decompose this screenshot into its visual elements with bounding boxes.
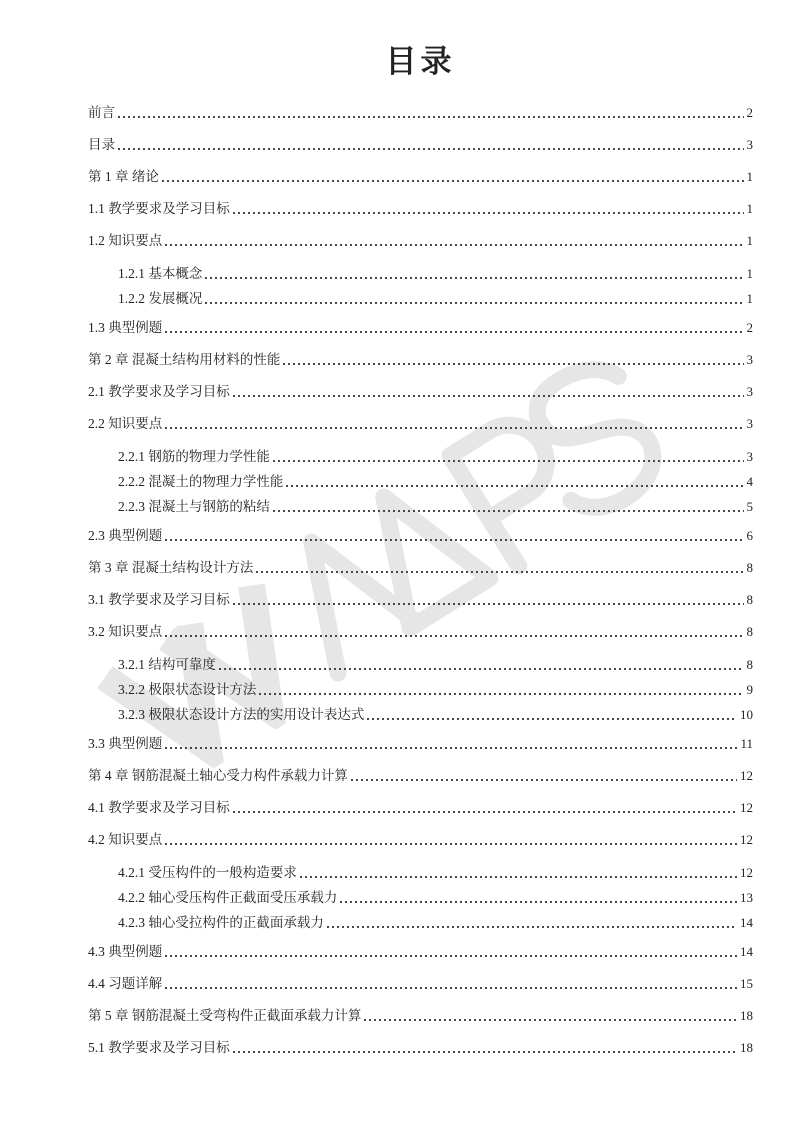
toc-entry-label: 3.2.3 极限状态设计方法的实用设计表达式: [118, 707, 365, 722]
dotted-leader: [367, 718, 737, 720]
toc-entry-page-number: 5: [746, 499, 753, 514]
toc-entry[interactable]: [88, 527, 753, 544]
dotted-leader: [259, 693, 743, 695]
dotted-leader: [118, 116, 744, 118]
toc-entry-label: 5.1 教学要求及学习目标: [88, 1040, 230, 1055]
toc-entry-page-number: 3: [746, 416, 753, 431]
toc-entry-label: 目录: [88, 137, 115, 152]
toc-entry-label: 3.2.2 极限状态设计方法: [118, 682, 257, 697]
toc-entry-page-number: 10: [740, 707, 753, 722]
toc-entry-page-number: 3: [746, 384, 753, 399]
toc-entry-label: 1.2.1 基本概念: [118, 266, 203, 281]
toc-entry[interactable]: [88, 415, 753, 432]
toc-entry-label: 1.1 教学要求及学习目标: [88, 201, 230, 216]
toc-entry[interactable]: [118, 914, 753, 931]
dotted-leader: [165, 427, 743, 429]
toc-entry[interactable]: [118, 681, 753, 698]
toc-entry-page-number: 1: [746, 169, 753, 184]
toc-entry[interactable]: [118, 265, 753, 282]
toc-entry-page-number: 14: [740, 915, 753, 930]
toc-entry[interactable]: [118, 473, 753, 490]
toc-entry[interactable]: [88, 623, 753, 640]
dotted-leader: [165, 747, 737, 749]
toc-entry-page-number: 15: [740, 976, 753, 991]
toc-entry-label: 2.2.1 钢筋的物理力学性能: [118, 449, 270, 464]
toc-entry-page-number: 1: [746, 291, 753, 306]
toc-entry[interactable]: [88, 975, 753, 992]
toc-entry-label: 4.3 典型例题: [88, 944, 163, 959]
toc-entry[interactable]: [88, 559, 753, 576]
toc-entry-page-number: 12: [740, 832, 753, 847]
toc-entry[interactable]: [88, 1007, 753, 1024]
toc-entry[interactable]: [88, 319, 753, 336]
toc-entry-page-number: 2: [746, 105, 753, 120]
toc-entry[interactable]: [118, 706, 753, 723]
toc-entry-label: 4.2.3 轴心受拉构件的正截面承载力: [118, 915, 324, 930]
toc-entry-page-number: 8: [746, 560, 753, 575]
toc-list: [88, 104, 753, 1056]
toc-entry-label: 1.3 典型例题: [88, 320, 163, 335]
dotted-leader: [364, 1019, 737, 1021]
toc-entry[interactable]: [88, 351, 753, 368]
dotted-leader: [233, 212, 744, 214]
toc-entry-label: 2.2.3 混凝土与钢筋的粘结: [118, 499, 270, 514]
toc-entry-label: 3.3 典型例题: [88, 736, 163, 751]
dotted-leader: [165, 955, 737, 957]
toc-entry[interactable]: [88, 831, 753, 848]
toc-entry-page-number: 3: [746, 137, 753, 152]
dotted-leader: [300, 876, 737, 878]
toc-entry-label: 3.1 教学要求及学习目标: [88, 592, 230, 607]
toc-entry-label: 2.2.2 混凝土的物理力学性能: [118, 474, 284, 489]
toc-entry-page-number: 8: [746, 592, 753, 607]
toc-entry[interactable]: [88, 168, 753, 185]
toc-entry-label: 1.2.2 发展概况: [118, 291, 203, 306]
toc-entry-page-number: 3: [746, 352, 753, 367]
dotted-leader: [205, 277, 743, 279]
toc-entry-page-number: 4: [746, 474, 753, 489]
toc-entry-page-number: 12: [740, 768, 753, 783]
toc-entry-label: 4.2 知识要点: [88, 832, 163, 847]
toc-entry-label: 3.2 知识要点: [88, 624, 163, 639]
dotted-leader: [233, 395, 744, 397]
dotted-leader: [351, 779, 737, 781]
toc-entry-label: 4.1 教学要求及学习目标: [88, 800, 230, 815]
toc-entry-page-number: 13: [740, 890, 753, 905]
toc-entry-page-number: 11: [740, 736, 753, 751]
toc-entry[interactable]: [88, 1039, 753, 1056]
toc-entry-page-number: 14: [740, 944, 753, 959]
toc-entry[interactable]: [118, 889, 753, 906]
toc-entry-page-number: 2: [746, 320, 753, 335]
toc-entry[interactable]: [88, 200, 753, 217]
toc-entry-label: 3.2.1 结构可靠度: [118, 657, 216, 672]
dotted-leader: [286, 485, 743, 487]
dotted-leader: [233, 811, 737, 813]
toc-entry-page-number: 1: [746, 233, 753, 248]
toc-entry[interactable]: [88, 735, 753, 752]
toc-entry[interactable]: [88, 767, 753, 784]
toc-entry-page-number: 3: [746, 449, 753, 464]
toc-entry-page-number: 8: [746, 657, 753, 672]
page-title: 目录: [385, 44, 456, 79]
dotted-leader: [327, 926, 737, 928]
toc-entry-label: 4.2.1 受压构件的一般构造要求: [118, 865, 297, 880]
dotted-leader: [118, 148, 744, 150]
toc-entry[interactable]: [88, 136, 753, 153]
dotted-leader: [165, 843, 737, 845]
toc-entry-page-number: 1: [746, 266, 753, 281]
toc-entry[interactable]: [118, 448, 753, 465]
dotted-leader: [162, 180, 744, 182]
dotted-leader: [165, 635, 743, 637]
dotted-leader: [205, 302, 743, 304]
toc-entry-page-number: 6: [746, 528, 753, 543]
toc-entry-label: 2.1 教学要求及学习目标: [88, 384, 230, 399]
toc-entry[interactable]: [118, 290, 753, 307]
toc-entry-page-number: 18: [740, 1008, 753, 1023]
toc-entry-page-number: 12: [740, 865, 753, 880]
toc-entry-label: 第 1 章 绪论: [88, 169, 159, 184]
toc-entry-label: 前言: [88, 105, 115, 120]
dotted-leader: [340, 901, 737, 903]
toc-entry-page-number: 1: [746, 201, 753, 216]
toc-entry-label: 2.2 知识要点: [88, 416, 163, 431]
dotted-leader: [219, 668, 744, 670]
toc-entry-label: 第 3 章 混凝土结构设计方法: [88, 560, 254, 575]
toc-entry-label: 第 2 章 混凝土结构用材料的性能: [88, 352, 281, 367]
toc-entry[interactable]: [88, 943, 753, 960]
dotted-leader: [233, 603, 744, 605]
toc-entry-page-number: 8: [746, 624, 753, 639]
toc-entry-label: 4.2.2 轴心受压构件正截面受压承载力: [118, 890, 338, 905]
toc-entry-page-number: 18: [740, 1040, 753, 1055]
toc-entry[interactable]: [88, 591, 753, 608]
toc-entry-page-number: 12: [740, 800, 753, 815]
toc-entry[interactable]: [88, 232, 753, 249]
toc-entry-page-number: 9: [746, 682, 753, 697]
toc-entry[interactable]: [118, 864, 753, 881]
toc-entry-label: 第 5 章 钢筋混凝土受弯构件正截面承载力计算: [88, 1008, 362, 1023]
toc-entry[interactable]: [88, 104, 753, 121]
dotted-leader: [283, 363, 743, 365]
toc-entry[interactable]: [118, 656, 753, 673]
dotted-leader: [165, 987, 737, 989]
dotted-leader: [165, 244, 743, 246]
dotted-leader: [233, 1051, 737, 1053]
toc-entry-label: 2.3 典型例题: [88, 528, 163, 543]
toc-content: [88, 0, 753, 1056]
dotted-leader: [165, 539, 743, 541]
toc-entry-label: 1.2 知识要点: [88, 233, 163, 248]
dotted-leader: [273, 460, 744, 462]
dotted-leader: [165, 331, 743, 333]
toc-entry[interactable]: [88, 799, 753, 816]
toc-entry[interactable]: [118, 498, 753, 515]
toc-entry-label: 4.4 习题详解: [88, 976, 163, 991]
toc-entry[interactable]: [88, 383, 753, 400]
dotted-leader: [256, 571, 743, 573]
dotted-leader: [273, 510, 744, 512]
toc-entry-label: 第 4 章 钢筋混凝土轴心受力构件承载力计算: [88, 768, 348, 783]
